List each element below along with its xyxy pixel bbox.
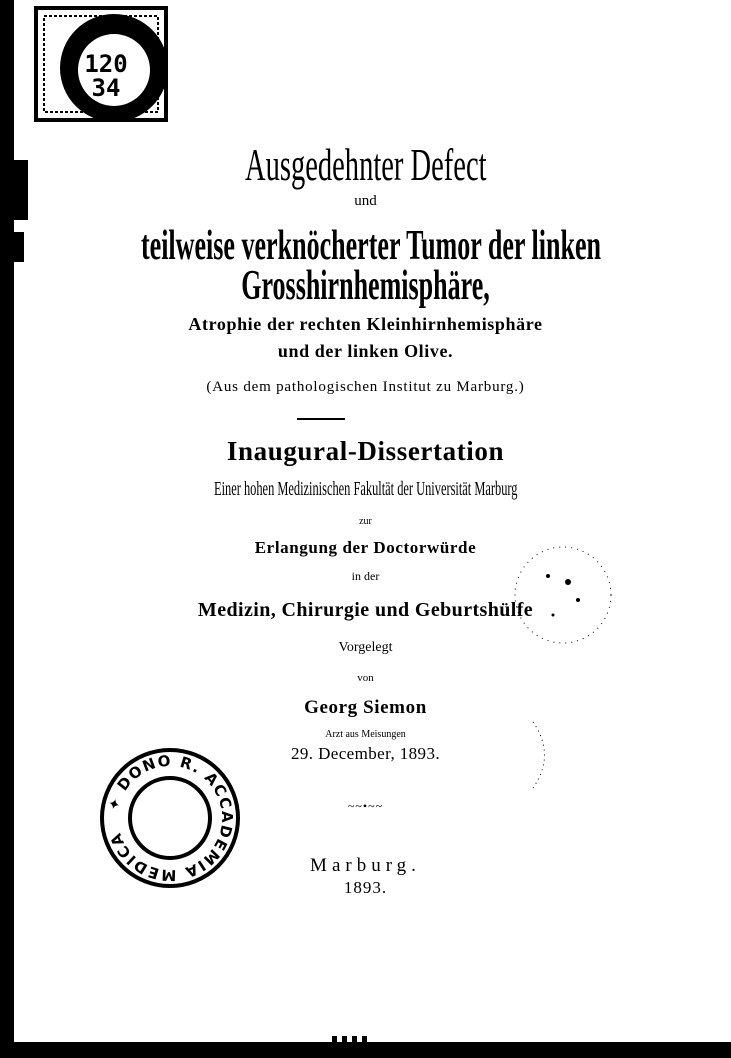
divider-rule	[297, 418, 345, 420]
title-line-2: teilweise verknöcherter Tumor der linken	[140, 223, 601, 269]
library-stamp-number	[76, 52, 136, 100]
fields-line: Medizin, Chirurgie und Geburtshülfe	[197, 599, 534, 621]
zur-line: zur	[359, 516, 372, 527]
dissertation-heading: Inaugural-Dissertation	[226, 436, 505, 466]
year-line: 1893.	[343, 878, 388, 897]
vorgelegt-line: Vorgelegt	[338, 640, 393, 655]
erlangung-line: Erlangung der Doctorwürde	[254, 538, 477, 557]
title-line-1: Ausgedehnter Defect	[244, 139, 487, 190]
scan-bottom-marks	[330, 1036, 374, 1058]
faint-stamp	[508, 540, 618, 650]
subtitle-line-2: und der linken Olive.	[277, 341, 454, 361]
place-line: Marburg.	[310, 855, 421, 876]
stamp-number-bottom: 34	[91, 74, 121, 102]
date-line: 29. December, 1893.	[290, 744, 440, 763]
author-name: Georg Siemon	[304, 697, 427, 718]
in-der-line: in der	[351, 569, 380, 583]
institute-note: (Aus dem pathologischen Institut zu Marburg.)	[206, 379, 525, 395]
von-line: von	[357, 672, 374, 684]
svg-text:✦ DONO R. ACCADEMIA MEDICA: ✦ DONO R. ACCADEMIA MEDICA	[104, 751, 237, 885]
title-line-3: Grosshirnhemisphäre,	[241, 263, 490, 309]
dono-accademia-stamp	[95, 743, 245, 893]
stamp-number-top: 120	[84, 50, 128, 78]
title-und: und	[354, 193, 377, 209]
subtitle-line-1: Atrophie der rechten Kleinhirnhemisphäre	[188, 314, 543, 334]
faint-arc-mark	[528, 720, 558, 790]
ornament-divider: ~~•~~	[347, 799, 384, 813]
author-title: Arzt aus Meisungen	[325, 729, 406, 740]
faculty-line: Einer hohen Medizinischen Fakultät der Universität Marburg	[213, 478, 518, 500]
